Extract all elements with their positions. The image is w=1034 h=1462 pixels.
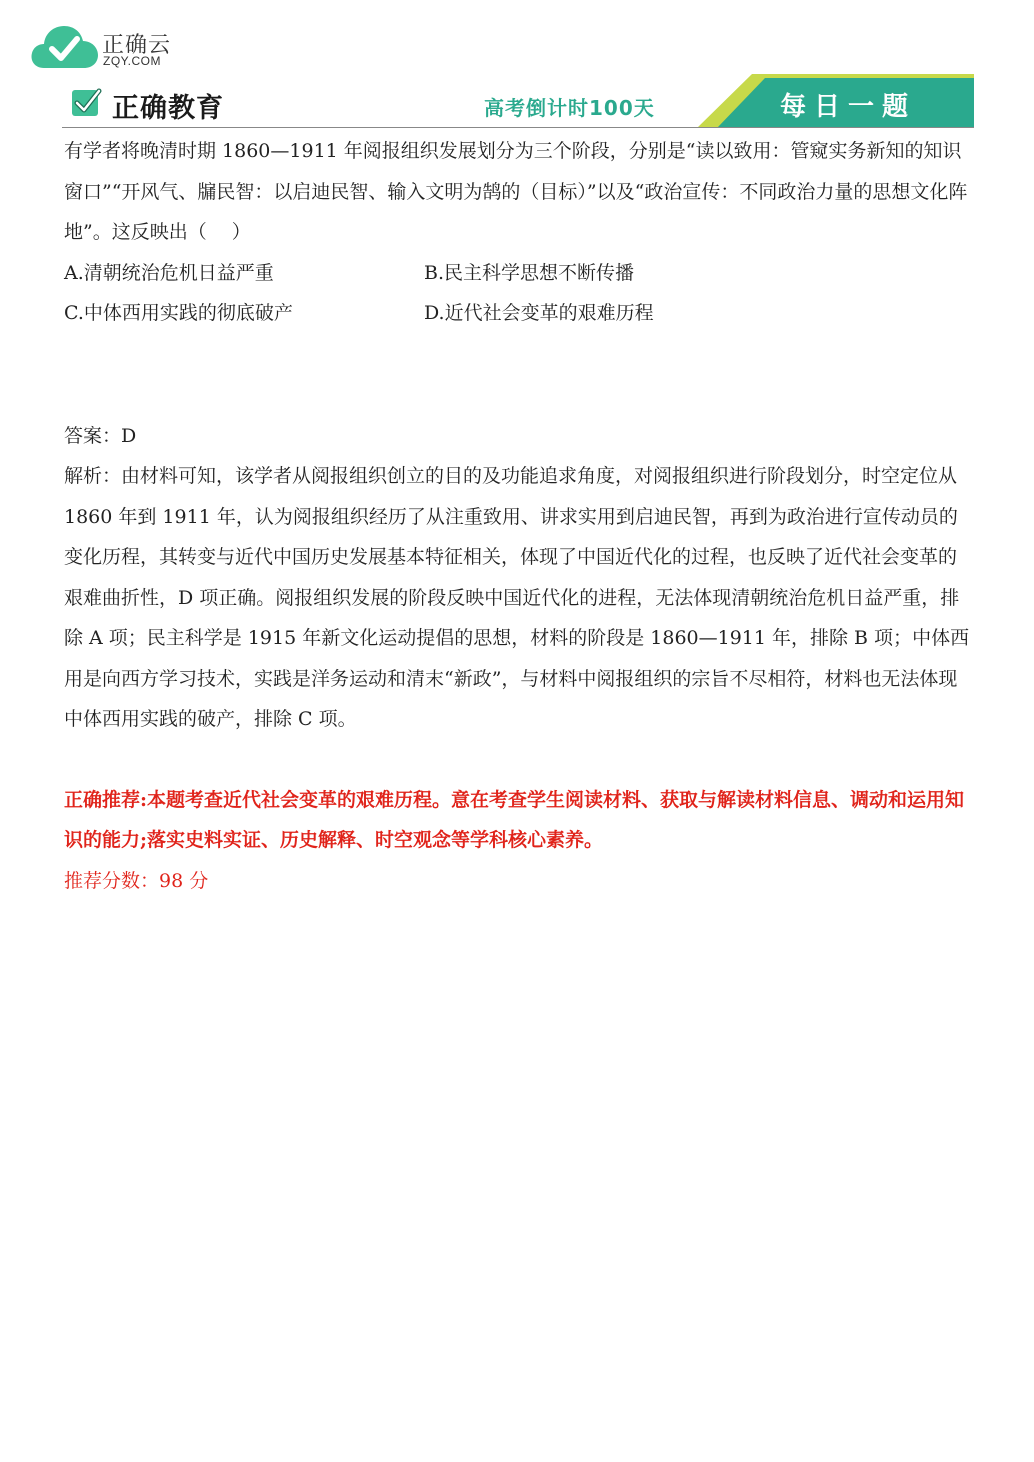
option-b: B.民主科学思想不断传播 [424,261,635,284]
analysis: 解析：由材料可知，该学者从阅报组织创立的目的及功能追求角度，对阅报组织进行阶段划分，时空定位从 1860 年到 1911 年，认为阅报组织经历了从注重致用、讲求实用到启迪民智，再到为政治进行宣传动员的变化历程，其转变与近代中国历史发展基本特征相关，体现了中国近代化的过程，也反映了近代社会变革的艰难曲折性，D 项正确。阅报组织发展的阶段反映中国近代化的进程，无法体现清朝统治危机日益严重，排除 A 项；民主科学是 1915 年新文化运动提倡的思想，材料的阶段是 1860—1911 年，排除 B 项；中体西用是向西方学习技术，实践是洋务运动和清末“新政”，与材料中阅报组织的宗旨不尽相符，材料也无法体现中体西用实践的破产，排除 C 项。 [64,465,970,730]
daily-question-title: 每日一题 [780,92,917,122]
countdown-label: 高考倒计时100天 [484,96,655,120]
answer: 答案：D [64,424,137,447]
brand-title: 正确教育 [112,93,224,124]
checkbox-icon [70,86,102,118]
header-banner [62,74,974,130]
recommendation-text: :本题考查近代社会变革的艰难历程。意在考查学生阅读材料、获取与解读材料信息、调动和运用知识的能力;落实史料实证、历史解释、时空观念等学科核心素养。 [64,788,965,851]
recommend-score: 推荐分数：98 分 [64,869,209,892]
logo-name-cn: 正确云 [102,33,172,58]
option-a: A.清朝统治危机日益严重 [64,261,274,284]
header-divider [62,127,974,128]
option-c: C.中体西用实践的彻底破产 [64,302,293,324]
option-d: D.近代社会变革的艰难历程 [424,302,654,324]
recommendation-label: 正确推荐 [64,788,141,811]
question-content [64,131,974,901]
recommendation [64,780,974,861]
cloud-check-icon [30,22,100,72]
logo-name-en: ZQY.COM [103,54,161,68]
zqy-logo [30,22,230,78]
options-list [64,253,974,334]
question-stem: 有学者将晚清时期 1860—1911 年阅报组织发展划分为三个阶段，分别是“读以致用：管窥实务新知的知识窗口”“开风气、牖民智：以启迪民智、输入文明为鹄的（目标）”以及“政治宣传：不同政治力量的思想文化阵地”。这反映出（ ） [64,140,968,243]
